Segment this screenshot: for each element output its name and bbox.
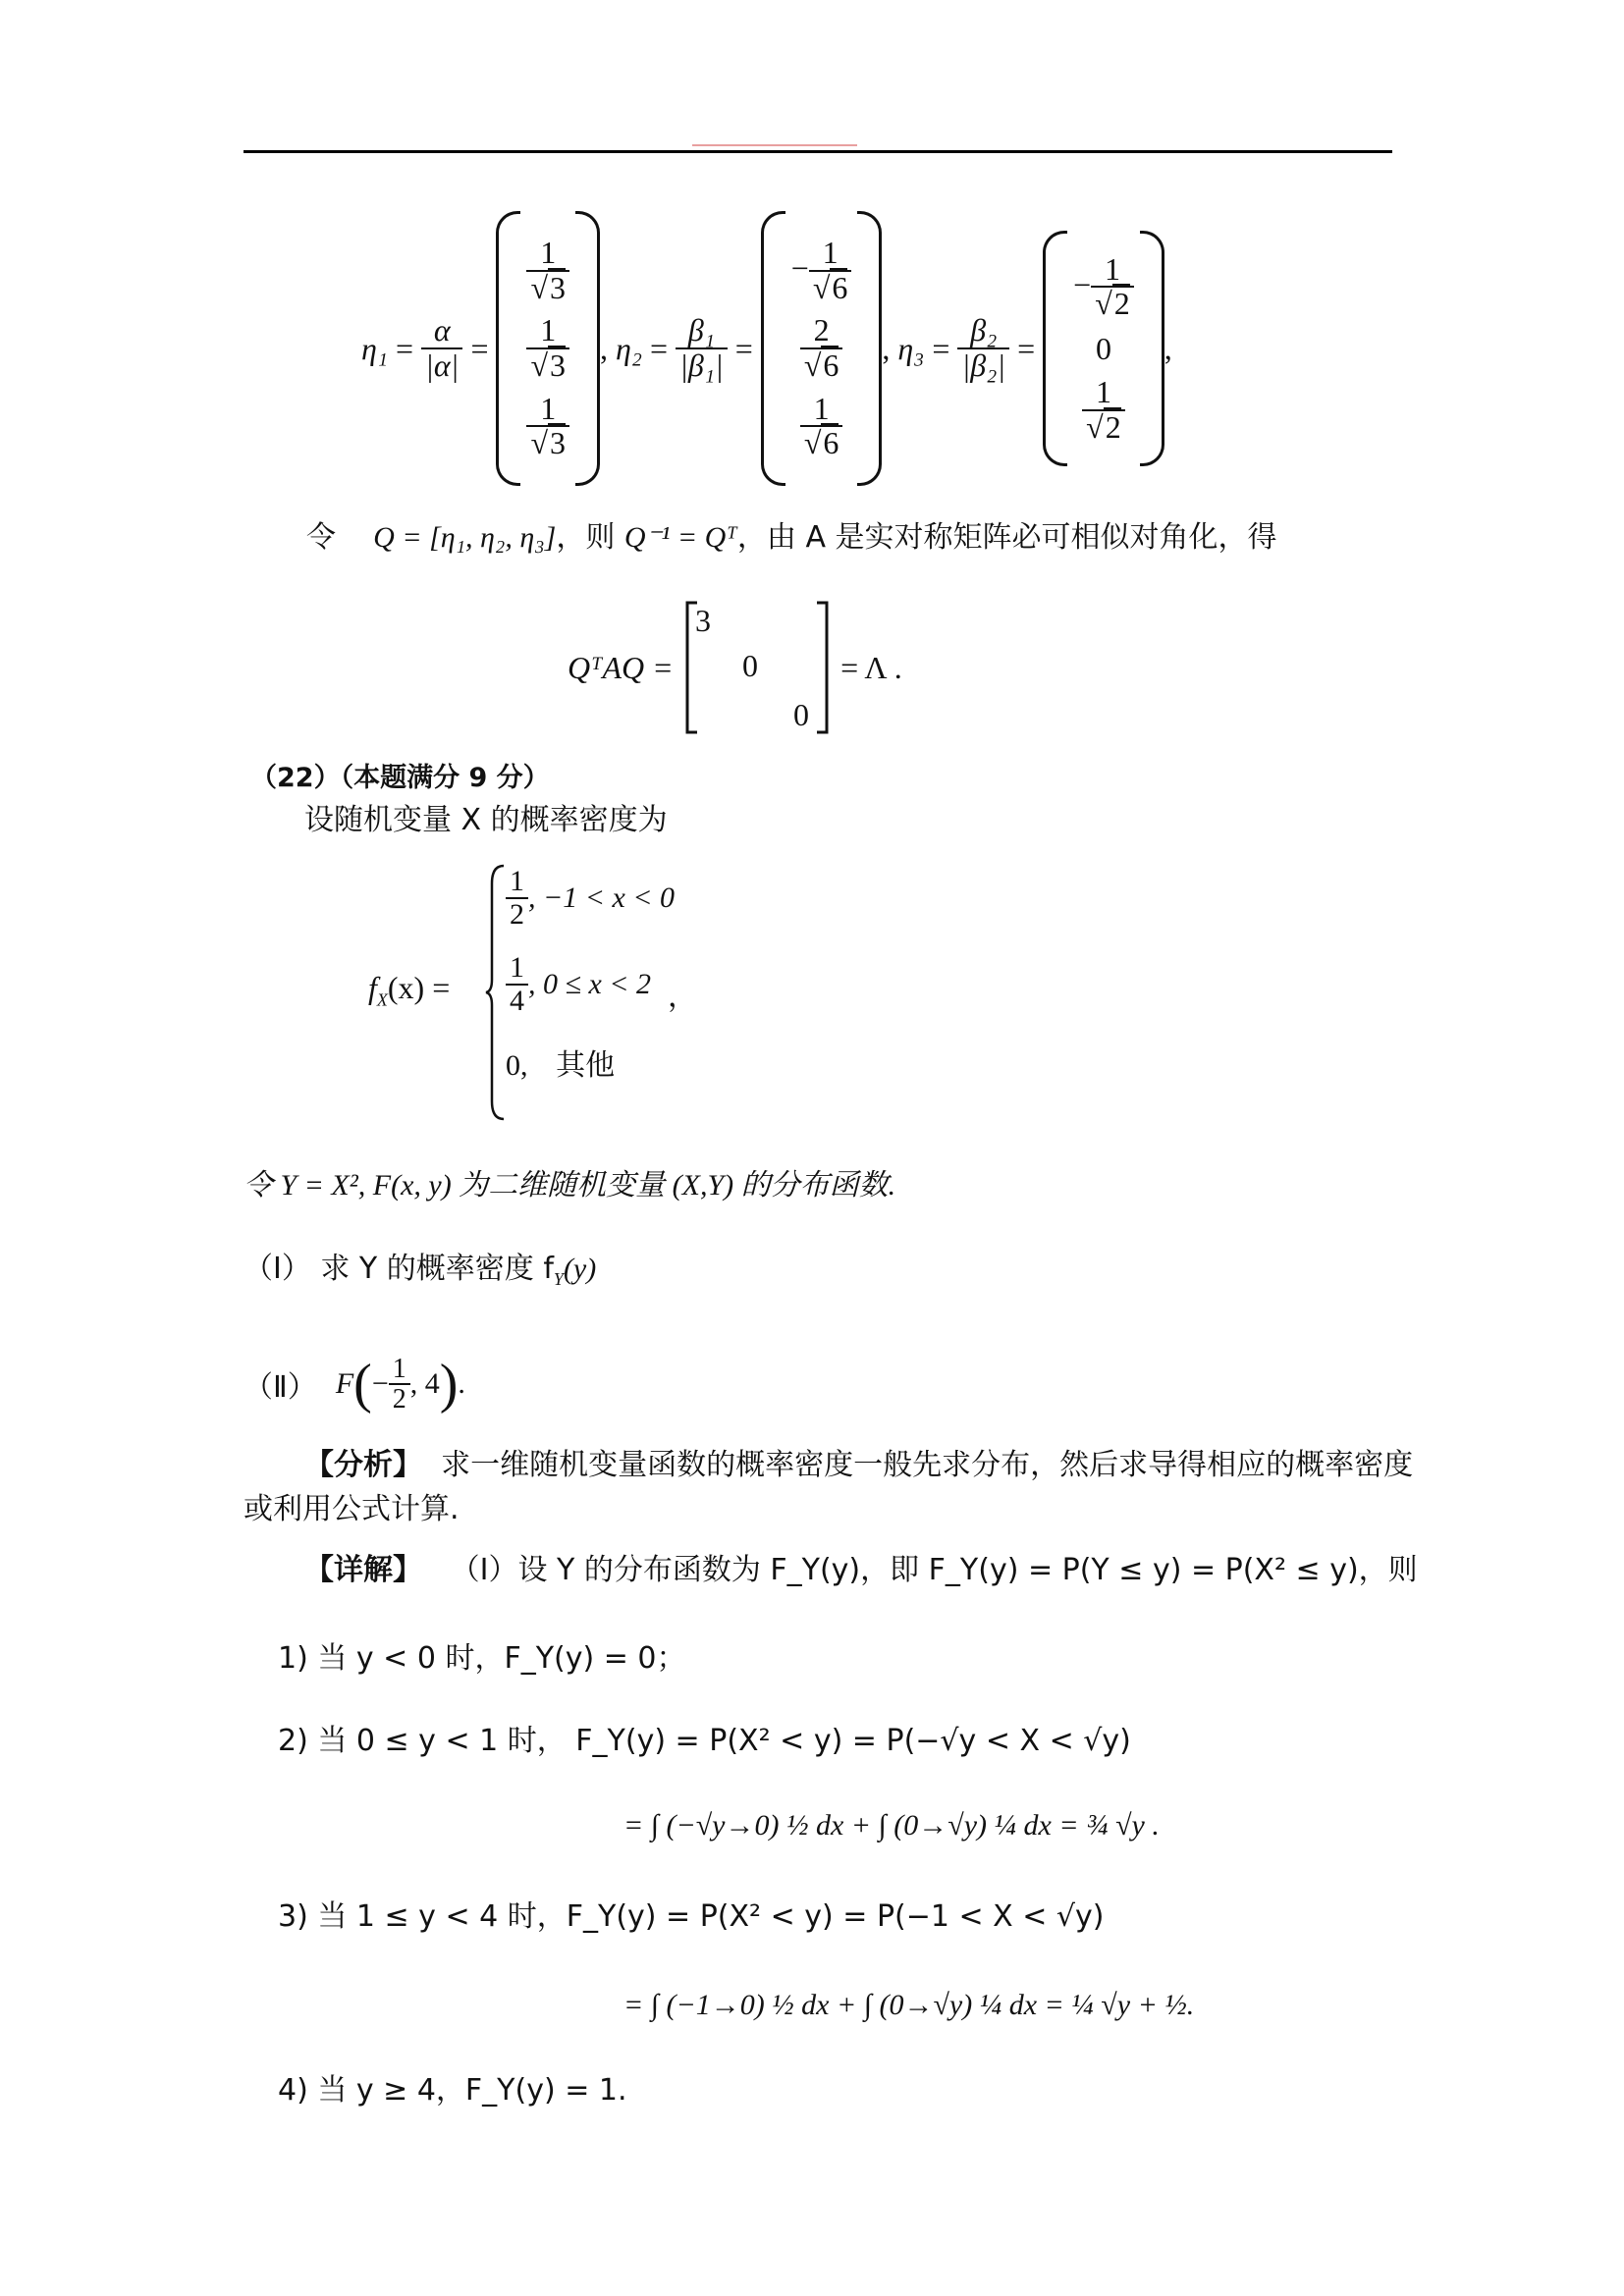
eta2-symbol: η₂: [616, 331, 643, 366]
density-definition: $f_X(x)$ = $\frac{1}{2}$ , −1 < x < 0 $\frac{1}{4}$ , 0 ≤ x < 2 0, 其他 ，: [368, 864, 761, 1119]
detail-lead: 【详解】 （Ⅰ）设 Y 的分布函数为 F_Y(y)，即 F_Y(y) = P(Y ≤ y) = P(X² ≤ y)，则: [304, 1553, 1418, 1587]
vector-eta2: − $\frac{1}{√6}$ $\frac{2}{√6}$ $\frac{1}{√6}$: [761, 211, 883, 486]
case-2b: = ∫ (−√y→0) ½ dx + ∫ (0→√y) ¼ dx = ¾ √y .: [623, 1809, 1160, 1842]
header-rule: [244, 150, 1392, 153]
problem-heading: （22）（本题满分 9 分）: [250, 763, 550, 793]
alpha-over-norm: $\frac{\alpha}{|\alpha|}$: [421, 314, 462, 382]
case-3b: = ∫ (−1→0) ½ dx + ∫ (0→√y) ¼ dx = ¼ √y + ½.: [623, 1989, 1195, 2021]
case-1: 1) 当 y < 0 时，F_Y(y) = 0；: [278, 1641, 686, 1676]
eta1-symbol: η₁: [361, 331, 388, 366]
part-2: （Ⅱ） F ( − $\frac{1}{2}$ , 4 ) .: [244, 1353, 465, 1415]
beta2-over-norm: $\frac{\text{β₂}}{\text{|β₂|}}$: [957, 314, 1009, 382]
beta1-over-norm: $\frac{\text{β₁}}{\text{|β₁|}}$: [676, 314, 728, 382]
diagonalization-equation: QᵀAQ = 3 0 0 = Λ .: [568, 599, 902, 736]
header-accent-line: [692, 144, 857, 146]
eta3-symbol: η₃: [897, 331, 925, 366]
vector-eta1: $\frac{1}{√3}$ $\frac{1}{√3}$ $\frac{1}{√3}$: [496, 211, 600, 486]
let-q-line: 令 Q = [η₁, η₂, η₃]，则 Q⁻¹ = Qᵀ，由 A 是实对称矩阵必可相似对角化，得: [306, 520, 1277, 555]
case-4: 4) 当 y ≥ 4，F_Y(y) = 1.: [278, 2073, 627, 2108]
eigenvector-equation: η₁ = $\frac{\alpha}{|\alpha|}$ = $\frac{1}{√3}$ $\frac{1}{√3}$ $\frac{1}{√3}$ , η₂ = $\frac{\text{β₁}}{\text{|β₁|}}$ = − $\frac{1}{√6}$ $\frac{2}{√6}$ $\frac{1}{√6}$ , η₃ = $\frac{\text{β₂}}{\text{|β₂|}}$ = − $\frac{1}{√2}$ 0 $\frac{1}{√2}$ ,: [361, 211, 1172, 486]
left-brace: [484, 864, 508, 1121]
case-2a: 2) 当 0 ≤ y < 1 时， F_Y(y) = P(X² < y) = P(−√y < X < √y): [278, 1724, 1131, 1758]
case-3a: 3) 当 1 ≤ y < 4 时，F_Y(y) = P(X² < y) = P(−1 < X < √y): [278, 1899, 1105, 1934]
vector-eta3: − $\frac{1}{√2}$ 0 $\frac{1}{√2}$: [1043, 231, 1164, 466]
part-1: （Ⅰ） 求 Y 的概率密度 $f_Y(y)$: [244, 1252, 597, 1289]
analysis-block: 【分析】 求一维随机变量函数的概率密度一般先求分布，然后求导得相应的概率密度: [304, 1448, 1414, 1482]
problem-intro: 设随机变量 X 的概率密度为: [304, 803, 668, 837]
analysis-line2: 或利用公式计算.: [244, 1492, 460, 1526]
let-y-line: 令 Y = X², F(x, y) 为二维随机变量 (X,Y) 的分布函数.: [244, 1169, 896, 1201]
